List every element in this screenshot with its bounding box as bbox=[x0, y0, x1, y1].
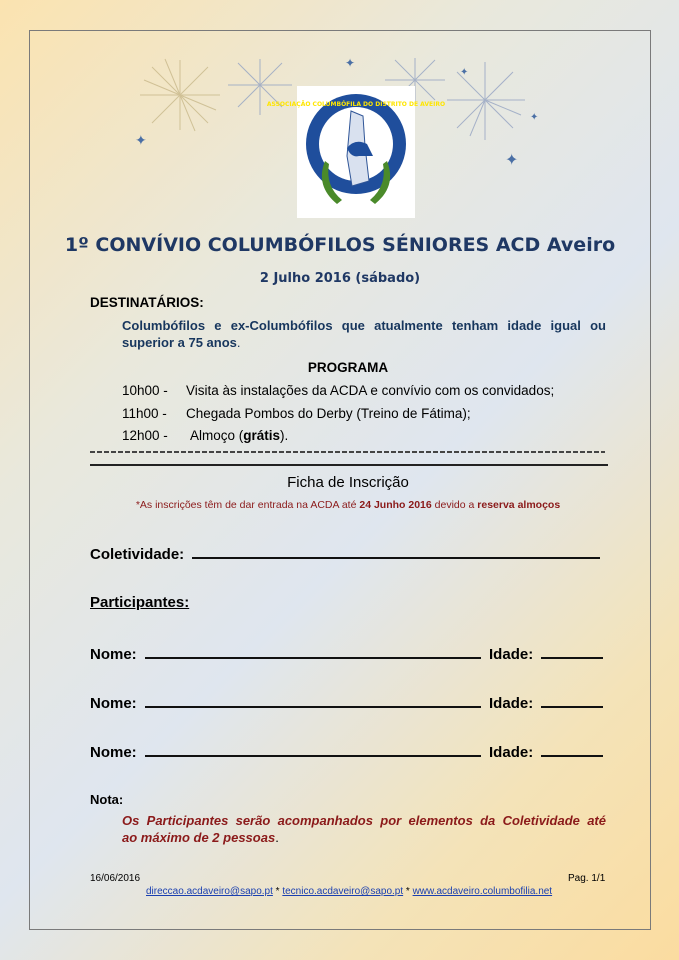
solid-divider bbox=[90, 464, 608, 466]
nome-input-line[interactable] bbox=[145, 692, 481, 708]
program-item-time: 12h00 - bbox=[122, 428, 168, 443]
nota-text-line1: Os Participantes serão acompanhados por elementos da Coletividade até bbox=[122, 813, 606, 828]
program-item-time: 10h00 - bbox=[122, 383, 168, 398]
email-direccao-link[interactable]: direccao.acdaveiro@sapo.pt bbox=[146, 886, 273, 897]
footer-date: 16/06/2016 bbox=[90, 873, 141, 884]
participant-row: Nome: Idade: bbox=[90, 741, 603, 761]
nome-input-line[interactable] bbox=[145, 741, 481, 757]
ficha-note: *As inscrições têm de dar entrada na ACDA até 24 Junho 2016 devido a reserva almoços bbox=[135, 499, 561, 511]
participant-row: Nome: Idade: bbox=[90, 692, 603, 712]
programa-label: PROGRAMA bbox=[307, 360, 389, 375]
program-item-desc: Visita às instalações da ACDA e convívio com os convidados; bbox=[186, 383, 555, 398]
destinatarios-label: DESTINATÁRIOS: bbox=[90, 295, 204, 310]
svg-text:✦: ✦ bbox=[505, 152, 519, 169]
footer-page: Pag. 1/1 bbox=[568, 873, 606, 884]
dashed-divider bbox=[90, 451, 605, 453]
ficha-title: Ficha de Inscrição bbox=[287, 474, 409, 491]
destinatarios-text-line2: superior a 75 anos. bbox=[122, 335, 241, 350]
footer-contacts: direccao.acdaveiro@sapo.pt * tecnico.acdaveiro@sapo.pt * www.acdaveiro.columbofilia.net bbox=[146, 886, 553, 897]
idade-input-line[interactable] bbox=[541, 692, 603, 708]
program-item-desc: Almoço (grátis). bbox=[190, 428, 289, 443]
website-link[interactable]: www.acdaveiro.columbofilia.net bbox=[412, 886, 553, 897]
participant-row: Nome: Idade: bbox=[90, 643, 603, 663]
participantes-label: Participantes: bbox=[90, 594, 190, 611]
idade-input-line[interactable] bbox=[541, 741, 603, 757]
destinatarios-text-line1: Columbófilos e ex-Columbófilos que atualmente tenham idade igual ou bbox=[122, 318, 606, 333]
nota-text-line2: ao máximo de 2 pessoas. bbox=[122, 830, 279, 845]
svg-text:✦: ✦ bbox=[135, 132, 147, 148]
acd-logo bbox=[266, 86, 446, 218]
program-item-time: 11h00 - bbox=[122, 406, 167, 421]
program-item-desc: Chegada Pombos do Derby (Treino de Fátima); bbox=[186, 406, 471, 421]
svg-text:✦: ✦ bbox=[460, 67, 469, 78]
email-tecnico-link[interactable]: tecnico.acdaveiro@sapo.pt bbox=[282, 886, 404, 897]
nome-input-line[interactable] bbox=[145, 643, 481, 659]
event-date: 2 Julho 2016 (sábado) bbox=[259, 271, 421, 286]
coletividade-input-line[interactable] bbox=[192, 543, 600, 559]
idade-input-line[interactable] bbox=[541, 643, 603, 659]
svg-text:✦: ✦ bbox=[345, 56, 356, 70]
coletividade-row: Coletividade: bbox=[90, 543, 600, 563]
svg-text:✦: ✦ bbox=[530, 112, 539, 123]
event-title: 1º CONVÍVIO COLUMBÓFILOS SÉNIORES ACD Aveiro bbox=[64, 234, 616, 256]
logo-text: ASSOCIAÇÃO COLUMBÓFILA DO DISTRITO DE AVEIRO bbox=[266, 101, 446, 108]
nota-label: Nota: bbox=[90, 792, 124, 807]
